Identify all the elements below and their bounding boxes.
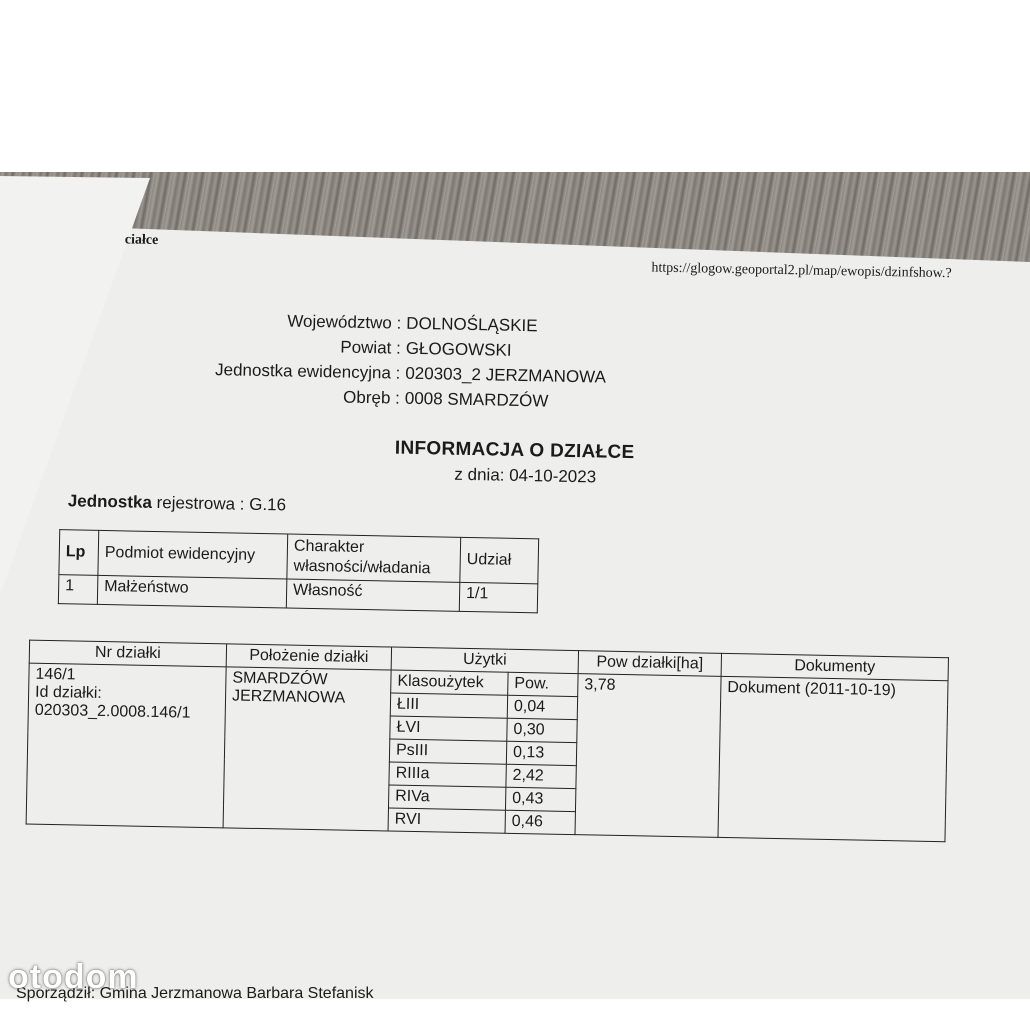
header-pow-dzialki: Pow działki[ha] (578, 651, 721, 677)
header-dokumenty: Dokumenty (721, 653, 948, 680)
owner-podmiot: Małżeństwo (97, 575, 287, 608)
jednostka-rejestrowa (68, 491, 287, 515)
owner-udzial: 1/1 (459, 582, 538, 612)
header-lp: Lp (59, 530, 99, 576)
uzytek-klasa: RIVa (388, 785, 505, 810)
document-date: z dnia: 04-10-2023 (454, 464, 597, 487)
uzytek-pow: 0,04 (507, 695, 577, 719)
dokument-value: Dokument (2011-10-19) (718, 676, 948, 841)
pow-dzialki-value: 3,78 (575, 674, 721, 838)
jednostka-bold: Jednostka (67, 491, 153, 512)
uzytek-pow: 2,42 (506, 764, 576, 788)
header-podmiot: Podmiot ewidencyjny (98, 530, 288, 579)
uzytek-klasa: PsIII (389, 739, 506, 764)
parcel-nr: 146/1 (35, 665, 76, 684)
header-nr-dzialki: Nr działki (29, 640, 226, 667)
jednostka-ewidencyjna-label: Jednostka ewidencyjna : (214, 360, 401, 383)
header-polozenie: Położenie działki (226, 644, 391, 670)
uzytek-klasa: RIIIa (389, 762, 506, 787)
wojewodztwo-value: DOLNOŚLĄSKIE (406, 313, 538, 336)
powiat-label: Powiat : (340, 337, 401, 358)
parcel-id-value: 020303_2.0008.146/1 (34, 701, 191, 722)
parcel-polozenie-cell (223, 667, 391, 831)
header-udzial: Udział (460, 537, 539, 583)
uzytek-pow: 0,13 (506, 741, 576, 765)
header-pow: Pow. (508, 672, 578, 696)
obreb-value: 0008 SMARDZÓW (404, 388, 549, 411)
polozenie-line2: JERZMANOWA (231, 687, 346, 707)
header-title-fragment: ciałce (124, 232, 159, 248)
uzytek-pow: 0,30 (507, 718, 577, 742)
header-klasouzytek: Klasoużytek (391, 670, 508, 695)
owner-charakter: Własność (286, 579, 460, 611)
parcel-nr-cell (26, 663, 226, 828)
uzytek-pow: 0,46 (505, 810, 575, 834)
polozenie-line1: SMARDZÓW (232, 669, 328, 689)
uzytek-klasa: RVI (388, 808, 505, 833)
jednostka-rest: rejestrowa : G.16 (156, 493, 287, 515)
uzytek-pow: 0,43 (505, 787, 575, 811)
owners-table (58, 529, 539, 613)
header-uzytki: Użytki (391, 647, 578, 674)
powiat-value: GŁOGOWSKI (405, 338, 512, 360)
uzytek-klasa: ŁVI (390, 716, 507, 741)
owner-lp: 1 (58, 575, 98, 605)
parcel-id-label: Id działki: (34, 683, 102, 702)
wojewodztwo-label: Województwo : (287, 311, 402, 333)
obreb-label: Obręb : (342, 387, 401, 408)
uzytek-klasa: ŁIII (390, 693, 507, 718)
parcel-table (26, 640, 949, 843)
footer-prepared-by: Sporządził: Gmina Jerzmanowa Barbara Stefanisk (16, 985, 374, 1002)
header-charakter: Charakter własności/władania (287, 534, 461, 582)
document-title: INFORMACJA O DZIAŁCE (394, 437, 635, 464)
otodom-watermark: otodom (8, 958, 139, 996)
jednostka-ewidencyjna-value: 020303_2 JERZMANOWA (405, 363, 607, 387)
source-url: https://glogow.geoportal2.pl/map/ewopis/dzinfshow.? (651, 260, 952, 282)
